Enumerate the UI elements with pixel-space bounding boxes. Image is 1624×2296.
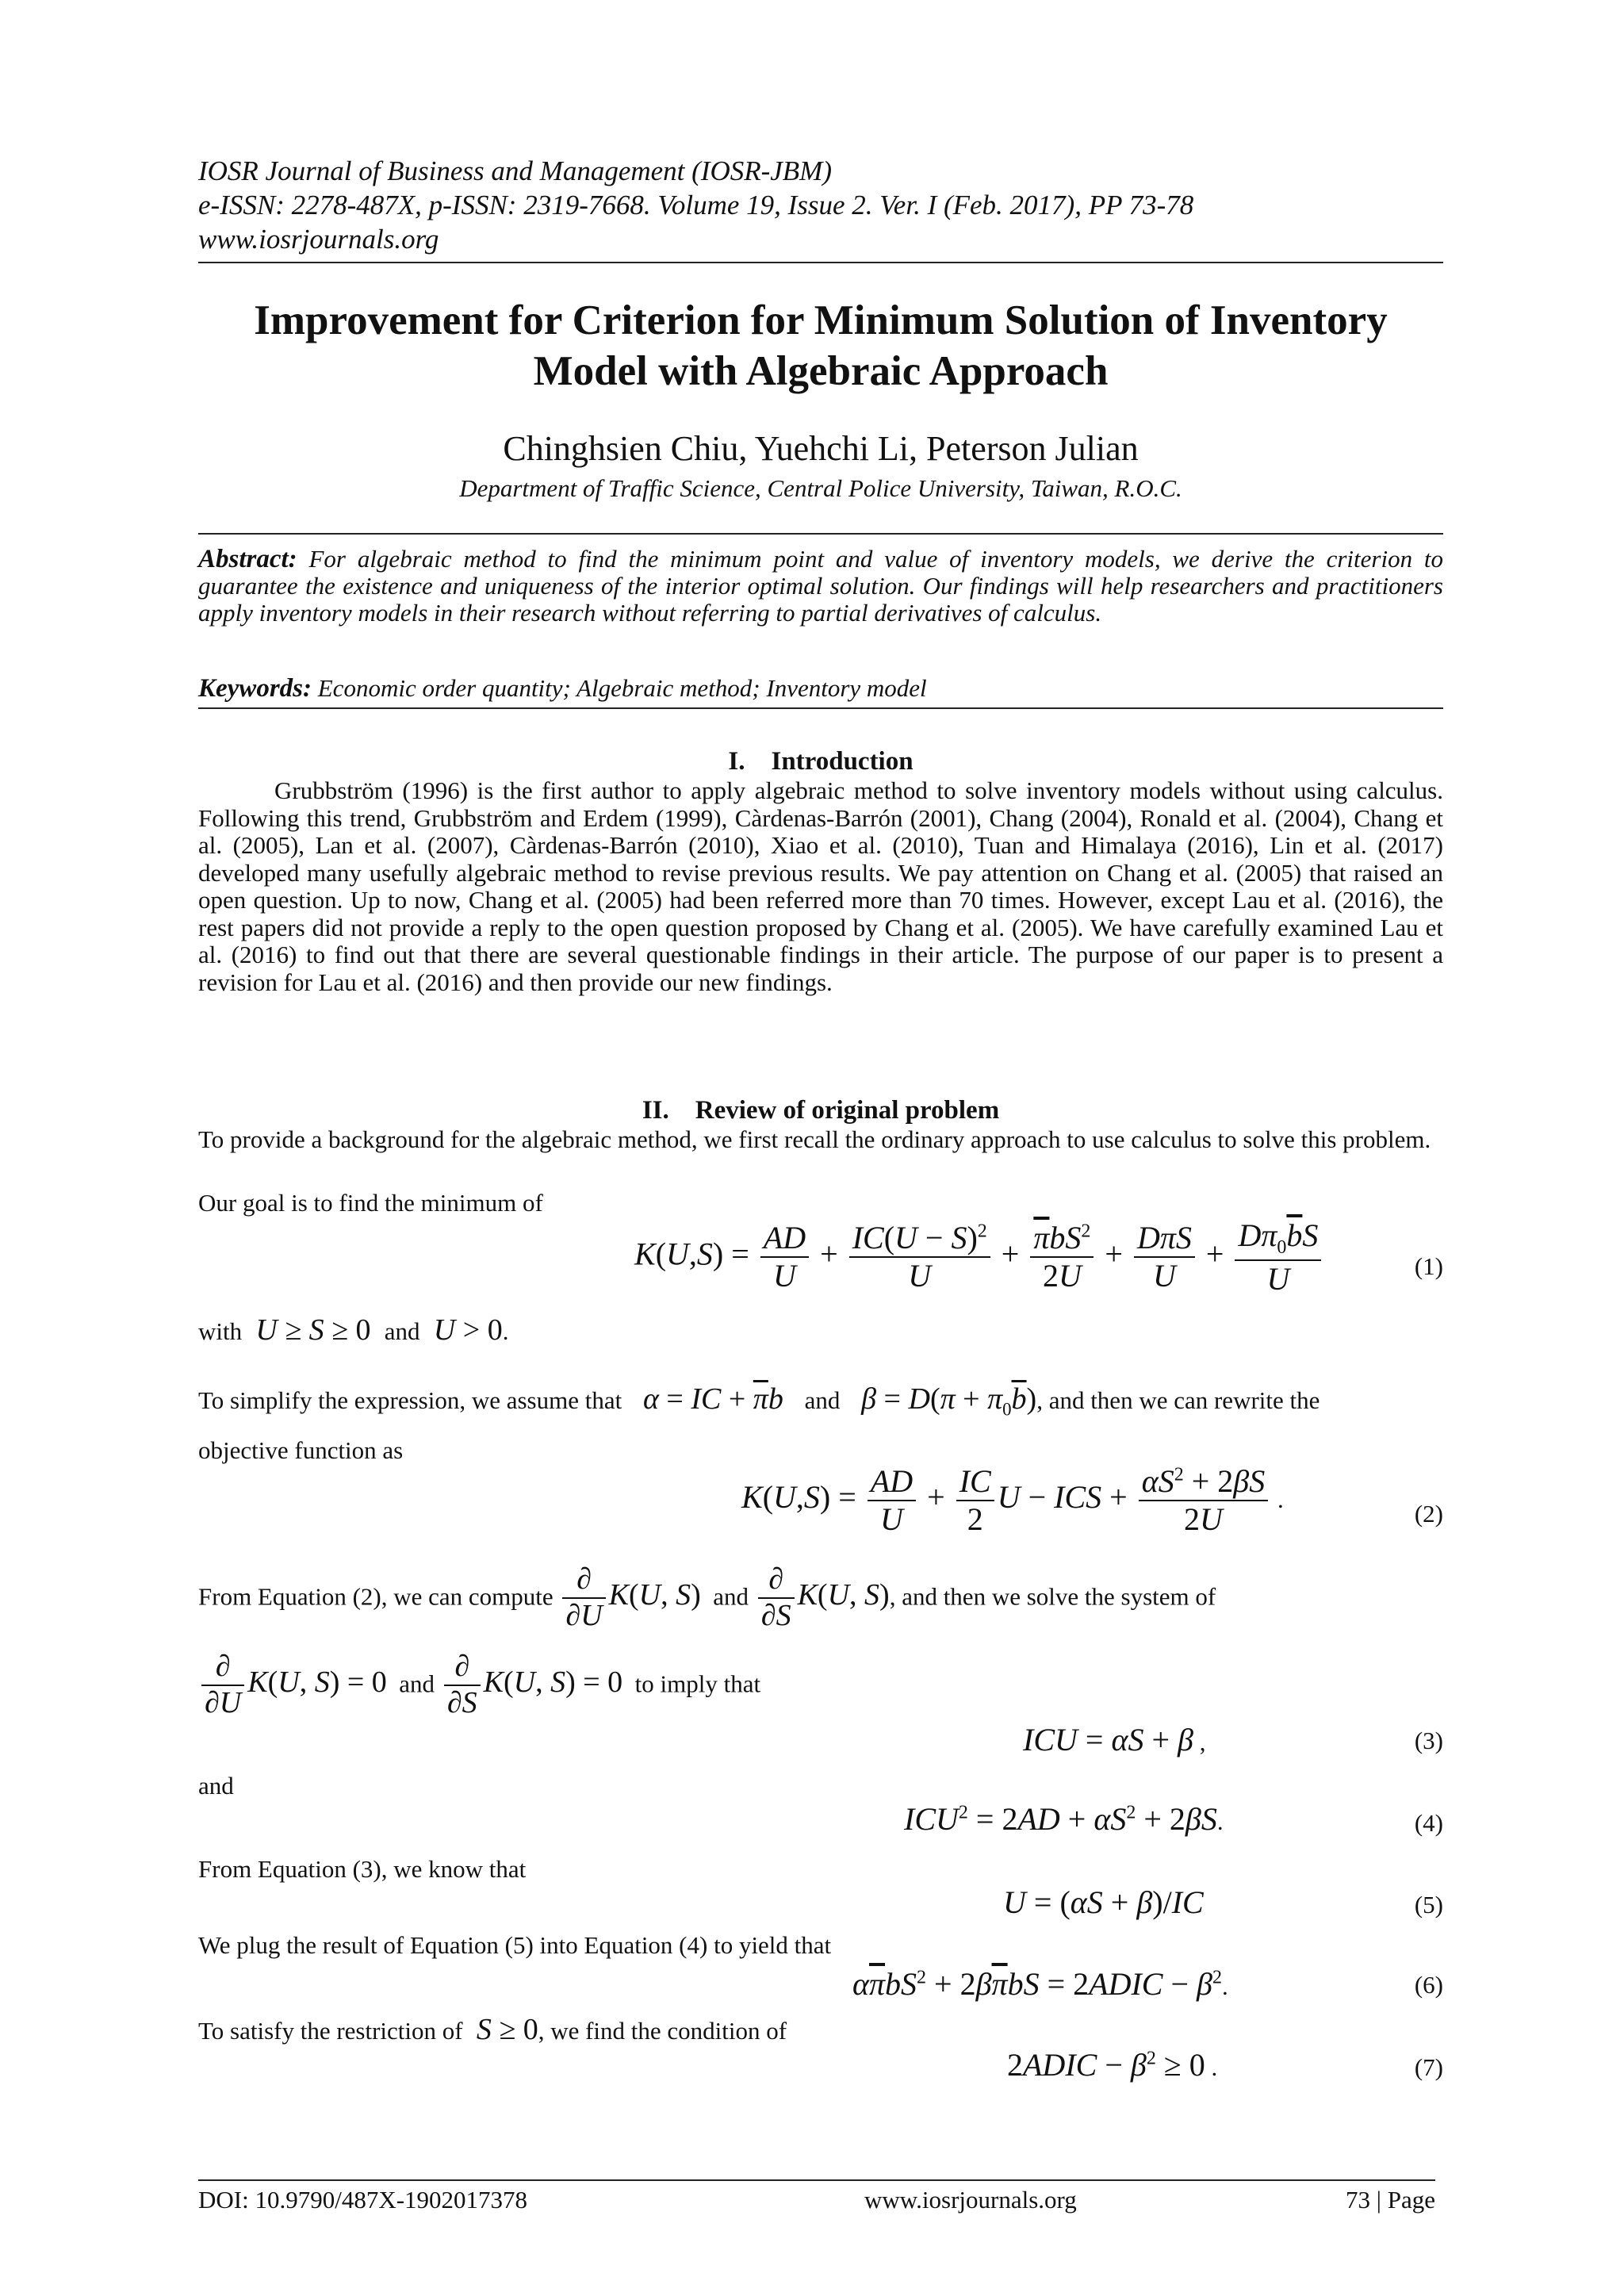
restriction-line: To satisfy the restriction of S ≥ 0, we find the condition of bbox=[198, 2013, 787, 2046]
compute-and: and bbox=[713, 1582, 749, 1611]
equation-5: U = (αS + β)/IC bbox=[1003, 1884, 1204, 1920]
journal-name: IOSR Journal of Business and Management (IOSR-JBM) bbox=[198, 155, 832, 186]
equation-number-4: (4) bbox=[1414, 1809, 1443, 1837]
journal-website: www.iosrjournals.org bbox=[198, 224, 439, 255]
text-period: . bbox=[502, 1317, 509, 1345]
footer-website: www.iosrjournals.org bbox=[864, 2186, 1077, 2214]
equation-3: ICU = αS + β , bbox=[1023, 1722, 1206, 1757]
simplify-text-b: , and then we can rewrite the bbox=[1036, 1386, 1320, 1414]
footer-page: 73 | Page bbox=[1346, 2186, 1435, 2214]
equation-number-2: (2) bbox=[1414, 1500, 1443, 1527]
and-line: and bbox=[198, 1772, 234, 1800]
keywords-text: Economic order quantity; Algebraic method; Inventory model bbox=[317, 674, 927, 702]
equation-number-5: (5) bbox=[1414, 1891, 1443, 1918]
section-title: Introduction bbox=[771, 747, 914, 776]
simplify-text-a: To simplify the expression, we assume that bbox=[198, 1386, 622, 1414]
authors: Chinghsien Chiu, Yuehchi Li, Peterson Julian bbox=[503, 429, 1139, 468]
equation-number-7: (7) bbox=[1414, 2053, 1443, 2081]
section-title: Review of original problem bbox=[695, 1096, 1000, 1125]
introduction-body bbox=[198, 777, 1443, 996]
header-rule bbox=[198, 262, 1443, 263]
title-line-1: Improvement for Criterion for Minimum Solution of Inventory bbox=[254, 297, 1388, 343]
compute-line: From Equation (2), we can compute $\frac{\partial}{\partial U}$ K(U, S) and $\frac{\partial}{\partial S}$ K(U, S), and then we solve the system of bbox=[198, 1562, 1216, 1632]
review-paragraph-1 bbox=[198, 1126, 1443, 1154]
title-line-2: Model with Algebraic Approach bbox=[533, 348, 1109, 394]
text-and: and bbox=[384, 1317, 420, 1345]
objective-line: objective function as bbox=[198, 1436, 404, 1464]
equation-6: $\alpha\overline{\pi}bS^2 + 2\beta\overline{\pi}bS$ = 2ADIC − $\beta^2$. bbox=[852, 1966, 1228, 2002]
abstract-bottom-rule bbox=[198, 707, 1443, 709]
abstract-label: Abstract: bbox=[198, 545, 297, 573]
footer-doi: DOI: 10.9790/487X-1902017378 bbox=[198, 2186, 528, 2214]
abstract-top-rule bbox=[198, 533, 1443, 535]
equation-number-1: (1) bbox=[1414, 1252, 1443, 1280]
restrict-text-a: To satisfy the restriction of bbox=[198, 2017, 463, 2045]
simplify-and: and bbox=[804, 1386, 841, 1414]
equation-number-3: (3) bbox=[1414, 1727, 1443, 1754]
plug-line: We plug the result of Equation (5) into Equation (4) to yield that bbox=[198, 1931, 832, 1959]
solve-and: and bbox=[399, 1669, 435, 1698]
from-eq3-line: From Equation (3), we know that bbox=[198, 1855, 527, 1883]
constraint-line: with U ≥ S ≥ 0 and U > 0. bbox=[198, 1313, 509, 1347]
paper-title bbox=[198, 295, 1443, 397]
review-text: To provide a background for the algebraic method, we first recall the ordinary approach to use calculus to solve this problem. bbox=[198, 1125, 1431, 1153]
equation-1: K(U,S) = $\frac{AD}{U}$ + $\frac{IC(U - S)^2}{U}$ + $\frac{\overline{\pi}bS^2}{2U}$ + $\frac{\text{DπS}}{U}$ + $\frac{D\pi_0\overline{b}S}{U}$ bbox=[634, 1217, 1324, 1297]
equation-2: K(U,S) = $\frac{AD}{U}$ + $\frac{IC}{2}$ U − ICS + $\frac{\alpha S^2 + 2\beta S}{2U}$ . bbox=[741, 1463, 1284, 1537]
introduction-paragraph: Grubbström (1996) is the first author to apply algebraic method to solve inventory models without using calculus. Following this trend, Grubbström and Erdem (1999), Càrdenas-Barrón (2001), Chang (2004), Ronald et al. (2004), Chang et al. (2005), Lan et al. (2007), Càrdenas-Barrón (2010), Xiao et al. (2010), Tuan and Himalaya (2016), Lin et al. (2017) developed many usefully algebraic method to revise previous results. We pay attention on Chang et al. (2005) that raised an open question. Up to now, Chang et al. (2005) had been referred more than 70 times. However, except Lau et al. (2016), the rest papers did not provide a reply to the open question proposed by Chang et al. (2005). We have carefully examined Lau et al. (2016) to find out that there are several questionable findings in their article. The purpose of our paper is to present a revision for Lau et al. (2016) and then provide our new findings. bbox=[198, 776, 1443, 996]
footer-rule bbox=[198, 2179, 1435, 2181]
section-number: II. bbox=[642, 1096, 669, 1125]
compute-text-b: , and then we solve the system of bbox=[889, 1582, 1216, 1611]
keywords bbox=[198, 674, 1443, 703]
abstract bbox=[198, 546, 1443, 627]
abstract-text: For algebraic method to find the minimum point and value of inventory models, we derive the criterion to guarantee the existence and uniqueness of the interior optimal solution. Our findings will help researchers and practitioners apply inventory models in their research without referring to partial derivatives of calculus. bbox=[198, 545, 1444, 627]
equation-4: $ICU^2 = 2AD + \alpha S^2 + 2\beta S$. bbox=[904, 1801, 1224, 1837]
solve-text-b: to imply that bbox=[634, 1669, 761, 1698]
keywords-label: Keywords: bbox=[198, 674, 312, 703]
equation-7: 2ADIC − $\beta^2 \ge 0$ . bbox=[1007, 2047, 1218, 2083]
affiliation: Department of Traffic Science, Central Police University, Taiwan, R.O.C. bbox=[459, 474, 1182, 502]
review-goal-line: Our goal is to find the minimum of bbox=[198, 1189, 543, 1217]
equation-number-6: (6) bbox=[1414, 1971, 1443, 1999]
journal-issn: e-ISSN: 2278-487X, p-ISSN: 2319-7668. Volume 19, Issue 2. Ver. I (Feb. 2017), PP 73-78 bbox=[198, 190, 1194, 220]
restrict-text-b: , we find the condition of bbox=[538, 2017, 787, 2045]
section-number: I. bbox=[728, 747, 745, 776]
text-with: with bbox=[198, 1317, 243, 1345]
compute-text-a: From Equation (2), we can compute bbox=[198, 1582, 553, 1611]
system-line: $\frac{\partial}{\partial U}$ K(U, S) = 0 and $\frac{\partial}{\partial S}$ K(U, S) = 0 to imply that bbox=[198, 1650, 760, 1720]
section-heading-introduction bbox=[198, 746, 1443, 777]
simplify-line: To simplify the expression, we assume that α = IC + $\overline{\pi}b$ and $\beta = D(\pi + \pi_0\overline{b})$, and then we can rewrite the bbox=[198, 1382, 1320, 1420]
section-heading-review bbox=[198, 1094, 1443, 1126]
